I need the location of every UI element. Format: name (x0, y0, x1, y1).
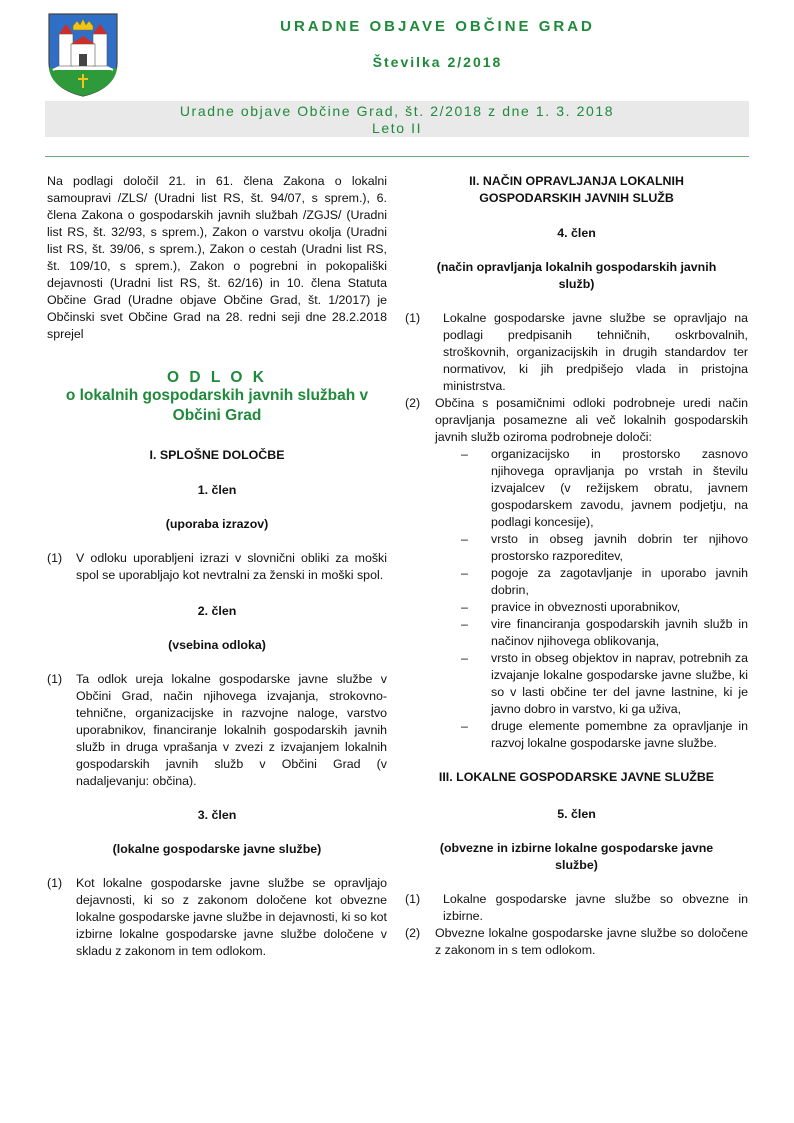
list-item (435, 718, 748, 752)
para-number: (1) (405, 311, 421, 325)
header-divider (45, 156, 749, 157)
article-4-list (405, 446, 748, 752)
dash-marker: – (461, 719, 468, 733)
article-4-para-2 (405, 395, 748, 446)
para-text: Lokalne gospodarske javne službe se opravljajo na podlagi predpisanih tehničnih, oskrbovalnih, stroškovnih, organizacijskih in drugih standardov ter normativov, ki jih predpišejo vlada in pristojna ministrstva. (443, 311, 748, 393)
article-3-heading: 3. člen (197, 808, 237, 822)
list-item (435, 446, 748, 531)
article-2-para-1 (47, 671, 387, 790)
para-number: (2) (405, 926, 421, 940)
list-item (435, 599, 748, 616)
issue-number: Številka 2/2018 (372, 54, 503, 70)
para-number: (1) (47, 672, 63, 686)
dash-marker: – (461, 566, 468, 580)
list-item (435, 531, 748, 565)
list-item-text: vire financiranja gospodarskih javnih služb in načinov njihovega oblikovanja, (491, 617, 748, 648)
dash-marker: – (461, 532, 468, 546)
header-band (45, 101, 749, 137)
article-5-para-1 (405, 891, 748, 925)
article-5-title-line-2: službe) (555, 858, 598, 872)
intro-paragraph: Na podlagi določil 21. in 61. člena Zakona o lokalni samoupravi /ZLS/ (Uradni list RS, št. 94/07, s sprem.), 6. člena Zakona o gospodarskih javnih službah /ZGJS/ (Uradni list RS, št. 32/93, s sprem.), Zakon o varstvu okolja (Uradni list RS, št. 39/06, s sprem.), Zakon o cestah (Uradni list RS, št. 109/10, s sprem.), Zakon o pogrebni in pokopališki dejavnosti (Uradni list RS, št. 62/16) in 10. člena Statuta Občine Grad (Uradne objave Občine Grad, št. 1/2017) je Občinski svet Občine Grad na 28. redni seji dne 28.2.2018 sprejel (47, 174, 387, 341)
article-1-para-1 (47, 550, 387, 584)
para-text: V odloku uporabljeni izrazi v slovnični obliki za moški spol se uporabljajo kot nevtralni za ženski in moški spol. (76, 551, 387, 582)
article-4-title-line-2: služb) (558, 277, 595, 291)
list-item (435, 565, 748, 599)
list-item-text: druge elemente pomembne za opravljanje in razvoj lokalne gospodarske javne službe. (491, 719, 748, 750)
para-text: Ta odlok ureja lokalne gospodarske javne službe v Občini Grad, način njihovega izvajanja, strokovno-tehnične, organizacijske in razvojne naloge, varstvo uporabnikov, financiranje lokalnih gospodarskih javnih služb in druga vprašanja v zvezi z izvajanjem lokalnih gospodarskih javnih služb v Občini Grad (v nadaljevanju: občina). (76, 672, 387, 788)
right-column (405, 173, 748, 959)
para-number: (1) (405, 892, 421, 906)
article-2-heading: 2. člen (197, 604, 237, 618)
section-heading-2-line-2: GOSPODARSKIH JAVNIH SLUŽB (479, 191, 674, 205)
list-item-text: vrsto in obseg objektov in naprav, potrebnih za izvajanje lokalne gospodarske javne službe, ki so v lasti občine ter del javne lastnine, ki je javno dobro in varstvo, ki ga uživa, (491, 651, 748, 716)
dash-marker: – (461, 447, 468, 461)
list-item (435, 616, 748, 650)
article-2-title: (vsebina odloka) (168, 638, 266, 652)
para-number: (1) (47, 876, 63, 890)
list-item-text: pravice in obveznosti uporabnikov, (491, 600, 681, 614)
dash-marker: – (461, 617, 468, 631)
list-item-text: organizacijsko in prostorsko zasnovo njihovega opravljanja po vrstah in številu izvajalcev (v režijskem obratu, javnem gospodarskem zavodu, javnem podjetju, na podlagi koncesije), (491, 447, 748, 529)
list-item-text: pogoje za zagotavljanje in uporabo javnih dobrin, (491, 566, 748, 597)
band-line-1: Uradne objave Občine Grad, št. 2/2018 z dne 1. 3. 2018 (179, 103, 615, 119)
article-4-heading: 4. člen (557, 226, 596, 240)
article-1-title: (uporaba izrazov) (165, 517, 269, 531)
article-4-title-line-1: (način opravljanja lokalnih gospodarskih javnih (436, 260, 717, 274)
section-heading-1: I. SPLOŠNE DOLOČBE (149, 448, 285, 462)
odlok-subtitle-1: o lokalnih gospodarskih javnih službah v (65, 387, 369, 404)
odlok-title: O D L O K (167, 369, 267, 386)
article-3-title: (lokalne gospodarske javne službe) (112, 842, 322, 856)
para-text: Občina s posamičnimi odloki podrobneje uredi način opravljanja posamezne ali več lokalnih gospodarskih javnih služb oziroma podrobneje določi: (435, 396, 748, 444)
section-heading-2-line-1: II. NAČIN OPRAVLJANJA LOKALNIH (469, 174, 684, 188)
band-line-2: Leto II (371, 120, 423, 136)
left-column (47, 173, 387, 960)
para-number: (2) (405, 396, 421, 410)
article-5-para-2 (405, 925, 748, 959)
dash-marker: – (461, 600, 468, 614)
list-item-text: vrsto in obseg javnih dobrin ter njihovo prostorsko razporeditev, (491, 532, 748, 563)
list-item (435, 650, 748, 718)
section-heading-3: III. LOKALNE GOSPODARSKE JAVNE SLUŽBE (438, 770, 715, 784)
odlok-subtitle-2: Občini Grad (172, 407, 262, 424)
article-5-heading: 5. člen (557, 807, 596, 821)
para-text: Obvezne lokalne gospodarske javne službe so določene z zakonom in s tem odlokom. (435, 926, 748, 957)
coat-of-arms-icon (47, 12, 119, 98)
para-text: Kot lokalne gospodarske javne službe se opravljajo dejavnosti, ki so z zakonom določene kot obvezne lokalne gospodarske javne službe in dejavnosti, ki so kot izbirne lokalne gospodarske javne službe določene v skladu z zakonom in tem odlokom. (76, 876, 387, 958)
dash-marker: – (461, 651, 468, 665)
article-3-para-1 (47, 875, 387, 960)
para-text: Lokalne gospodarske javne službe so obvezne in izbirne. (443, 892, 748, 923)
para-number: (1) (47, 551, 63, 565)
article-1-heading: 1. člen (197, 483, 237, 497)
publication-title: URADNE OBJAVE OBČINE GRAD (280, 18, 595, 35)
article-5-title-line-1: (obvezne in izbirne lokalne gospodarske javne (439, 841, 714, 855)
article-4-para-1 (405, 310, 748, 395)
